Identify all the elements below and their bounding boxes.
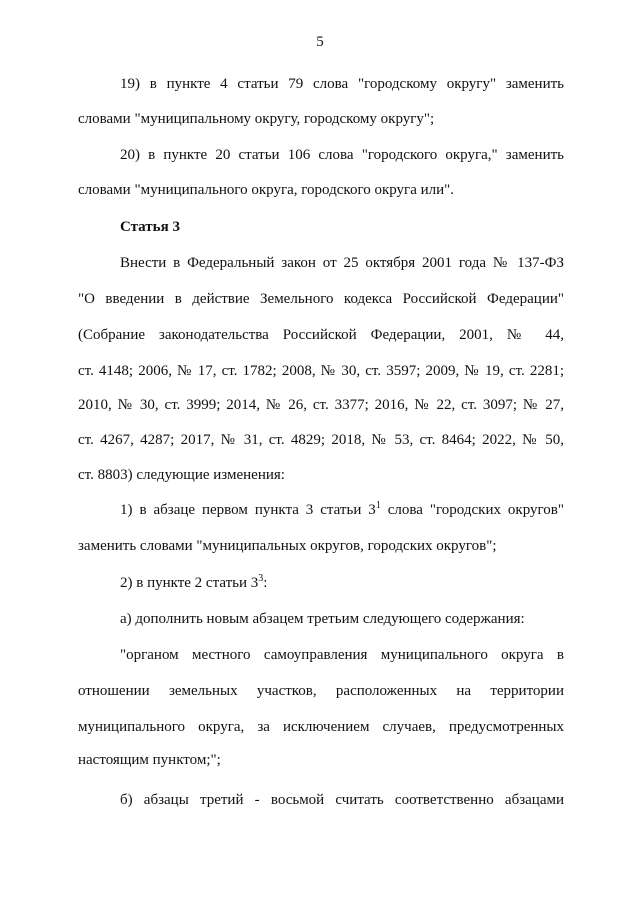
- page-number: 5: [316, 34, 324, 50]
- art3-para-line-1: Внести в Федеральный закон от 25 октября 2001 года № 137-ФЗ: [120, 255, 564, 271]
- art3-para-line-2: "О введении в действие Земельного кодекса Российской Федерации": [78, 291, 564, 307]
- art3-quote-line-1: "органом местного самоуправления муниципального округа в: [120, 647, 564, 663]
- art3-item-2-line: [120, 573, 564, 593]
- item-19-line-2: словами "муниципальному округу, городскому округу";: [78, 111, 435, 127]
- art3-item-1-line-1: [120, 500, 564, 520]
- article-3-heading: Статья 3: [120, 219, 180, 235]
- art3-item-1-text-b: слова "городских округов": [380, 502, 565, 518]
- art3-item-2a-line: а) дополнить новым абзацем третьим следующего содержания:: [120, 611, 525, 627]
- art3-para-line-5: 2010, № 30, ст. 3999; 2014, № 26, ст. 3377; 2016, № 22, ст. 3097; № 27,: [78, 397, 564, 413]
- art3-item-1-superscript: 1: [375, 500, 381, 511]
- art3-item-2b-line: б) абзацы третий - восьмой считать соответственно абзацами: [120, 792, 564, 808]
- art3-para-line-4: ст. 4148; 2006, № 17, ст. 1782; 2008, № 30, ст. 3597; 2009, № 19, ст. 2281;: [78, 363, 564, 379]
- art3-quote-line-4: настоящим пунктом;";: [78, 752, 221, 768]
- art3-item-1-text-a: 1) в абзаце первом пункта 3 статьи 3: [120, 502, 376, 518]
- art3-item-1-line-2: заменить словами "муниципальных округов, городских округов";: [78, 538, 497, 554]
- art3-item-2-superscript: 3: [258, 573, 264, 584]
- art3-quote-line-3: муниципального округа, за исключением случаев, предусмотренных: [78, 719, 564, 735]
- item-19-line-1: 19) в пункте 4 статьи 79 слова "городскому округу" заменить: [120, 76, 564, 92]
- art3-item-2-text-a: 2) в пункте 2 статьи 3: [120, 575, 259, 591]
- item-20-line-2: словами "муниципального округа, городского округа или".: [78, 182, 455, 198]
- art3-para-line-3: (Собрание законодательства Российской Федерации, 2001, № 44,: [78, 327, 564, 343]
- art3-para-line-6: ст. 4267, 4287; 2017, № 31, ст. 4829; 2018, № 53, ст. 8464; 2022, № 50,: [78, 432, 564, 448]
- art3-para-line-7: ст. 8803) следующие изменения:: [78, 467, 285, 483]
- art3-item-2-text-b: :: [263, 575, 268, 591]
- art3-quote-line-2: отношении земельных участков, расположенных на территории: [78, 683, 564, 699]
- item-20-line-1: 20) в пункте 20 статьи 106 слова "городского округа," заменить: [120, 147, 564, 163]
